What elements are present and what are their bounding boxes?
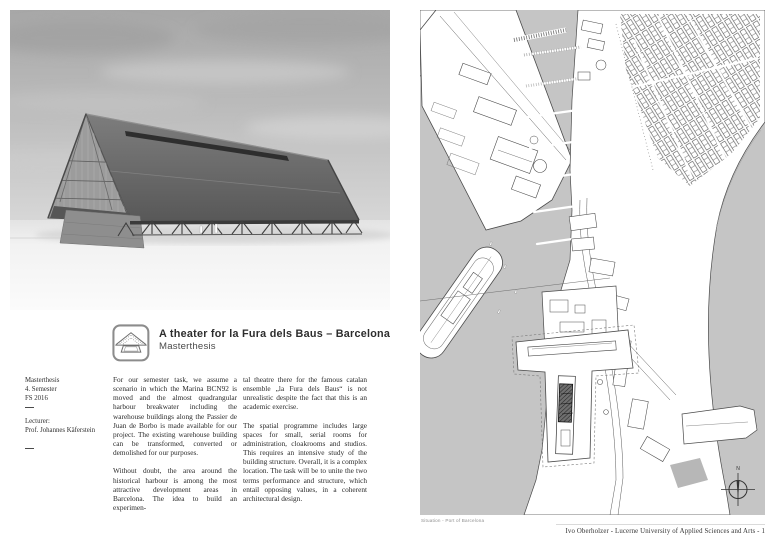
stone-base <box>60 210 144 248</box>
paragraph: For our semester task, we assume a scenario in which the Marina BCN92 is moved and the almost quadrangular harbour breakwater including the warehouse buildings along the Passier de Juan de Borbo is made available for our project. The existing warehouse building can be transformed, converted or demolished for our purposes. <box>113 375 237 458</box>
theater-icon <box>112 324 150 362</box>
north-label: N <box>736 466 740 472</box>
paragraph: The spatial programme includes large spaces for small, serial rooms for administration, cloakrooms and studios. This requires an intensive study of the building structure. Overall, it is a complex location. The task will be to unite the two terms performance and structure, which entail opposing values, in a coherent architectural design. <box>243 420 367 503</box>
meta-thesis: Masterthesis <box>25 377 60 384</box>
paragraph: Without doubt, the area around the historical harbour is among the most attractive development areas in Barcelona. The idea to build an experimen- <box>113 466 237 513</box>
footer-rule <box>556 524 765 525</box>
paragraph: tal theatre there for the famous catalan ensemble „la Fura dels Baus“ is not unrealistic despite the fact that this is an academic exercise. <box>243 375 367 412</box>
site-map-graphic <box>420 10 765 515</box>
title-block <box>112 324 390 362</box>
map-caption: Situation - Port of Barcelona <box>421 518 485 523</box>
meta-term: FS 2016 <box>25 395 48 402</box>
body-column-2 <box>243 375 367 512</box>
meta-semester: 4. Semester <box>25 386 57 393</box>
page-title: A theater for la Fura dels Baus – Barcelona <box>159 328 391 340</box>
model-photo-graphic <box>10 10 390 310</box>
divider-dash <box>25 448 34 449</box>
page-subtitle: Masterthesis <box>159 341 216 352</box>
body-column-1 <box>113 375 237 521</box>
model-photo <box>10 10 390 310</box>
meta-lecturer-label: Lecturer: <box>25 418 50 425</box>
site-map <box>420 10 765 515</box>
project-meta <box>25 376 111 449</box>
meta-lecturer-name: Prof. Johannes Käferstein <box>25 427 96 434</box>
page-footer: Ivo Oberholzer - Lucerne University of Applied Sciences and Arts - 1 <box>565 528 765 535</box>
